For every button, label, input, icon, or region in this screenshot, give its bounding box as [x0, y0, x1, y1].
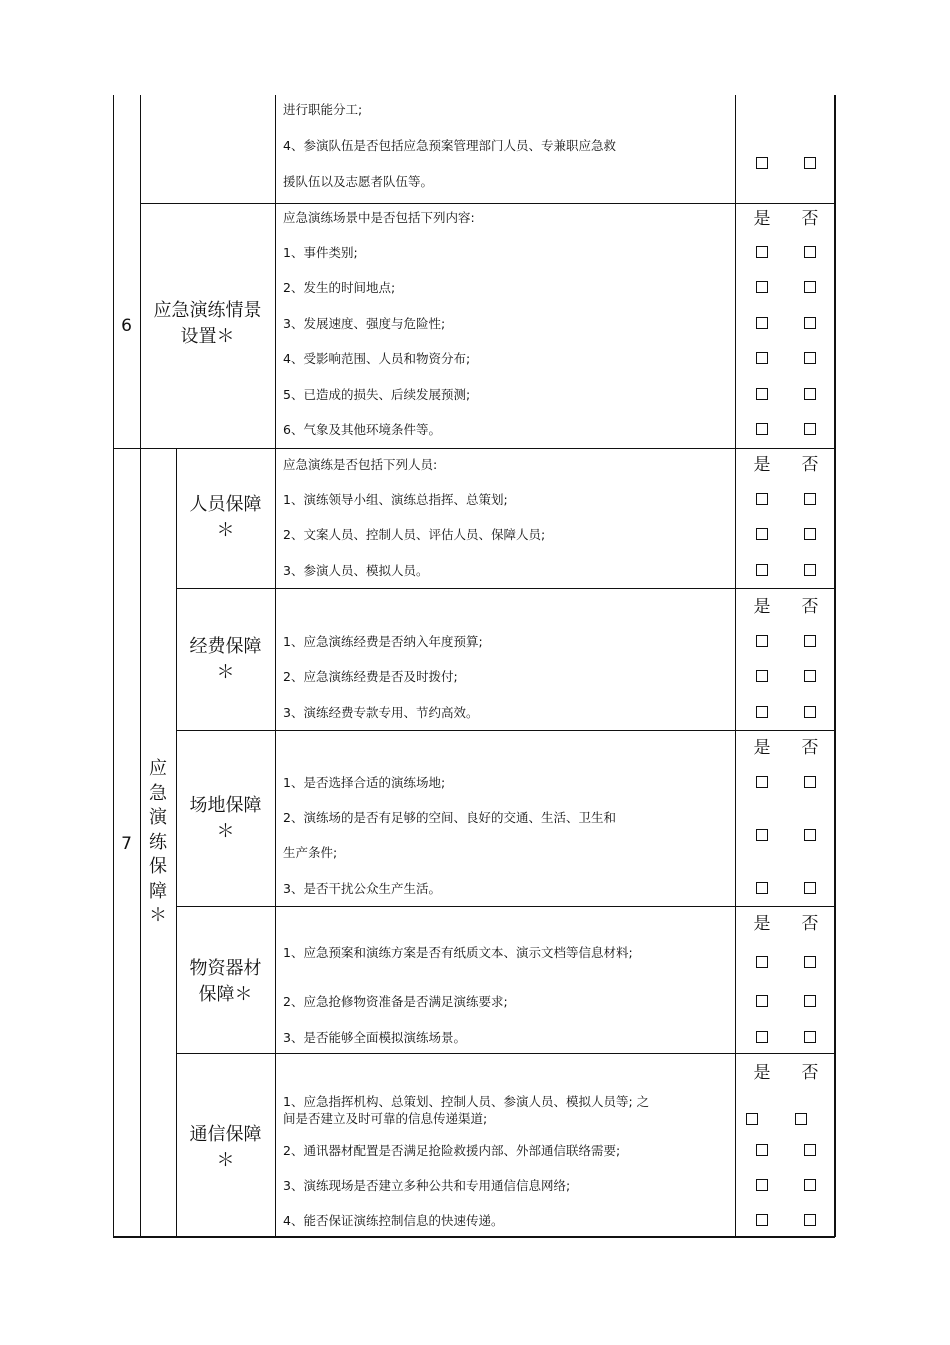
- row-divider: [176, 906, 835, 907]
- list-item: 1、事件类别;: [283, 245, 358, 260]
- yes-checkbox[interactable]: [756, 635, 768, 647]
- list-item: 3、发展速度、强度与危险性;: [283, 316, 446, 331]
- list-item: 2、文案人员、控制人员、评估人员、保障人员;: [283, 527, 546, 542]
- category-label: [140, 298, 275, 350]
- yes-checkbox[interactable]: [756, 246, 768, 258]
- no-checkbox[interactable]: [804, 246, 816, 258]
- list-item: 1、演练领导小组、演练总指挥、总策划;: [283, 492, 508, 507]
- category-label-line: ＊: [216, 1150, 235, 1171]
- list-item: 1、应急指挥机构、总策划、控制人员、参演人员、模拟人员等; 之间是否建立及时可靠的信息传递渠道;: [283, 1094, 650, 1126]
- yes-checkbox[interactable]: [756, 1214, 768, 1226]
- list-item: 1、是否选择合适的演练场地;: [283, 775, 446, 790]
- no-checkbox[interactable]: [804, 1179, 816, 1191]
- no-checkbox[interactable]: [804, 157, 816, 169]
- main-category-char: 演: [149, 807, 167, 828]
- no-checkbox[interactable]: [804, 882, 816, 894]
- yes-checkbox[interactable]: [756, 423, 768, 435]
- category-label-line: 人员保障: [189, 494, 262, 515]
- list-item: 2、发生的时间地点;: [283, 280, 396, 295]
- list-item: 3、参演人员、模拟人员。: [283, 563, 429, 578]
- no-header: 否: [801, 738, 819, 758]
- yes-checkbox[interactable]: [756, 776, 768, 788]
- list-item: 2、演练场的是否有足够的空间、良好的交通、生活、卫生和: [283, 810, 616, 825]
- no-checkbox[interactable]: [804, 281, 816, 293]
- main-category-char: 急: [149, 782, 167, 804]
- table-right-border: [834, 95, 836, 1237]
- no-checkbox[interactable]: [804, 317, 816, 329]
- no-checkbox[interactable]: [804, 956, 816, 968]
- funding-category-label: [176, 634, 275, 686]
- list-item: 5、已造成的损失、后续发展预测;: [283, 387, 471, 402]
- yes-header: 是: [753, 914, 771, 934]
- no-checkbox[interactable]: [804, 352, 816, 364]
- list-item: 2、通讯器材配置是否满足抢险救援内部、外部通信联络需要;: [283, 1143, 621, 1158]
- no-header: 否: [801, 914, 819, 934]
- yes-checkbox[interactable]: [756, 388, 768, 400]
- main-category-char: 练: [149, 831, 167, 853]
- yes-checkbox[interactable]: [756, 1031, 768, 1043]
- row-divider: [176, 588, 835, 589]
- no-checkbox[interactable]: [804, 995, 816, 1007]
- table-left-border: [113, 95, 114, 1237]
- category-label-line: ＊: [216, 821, 235, 842]
- category-label-line: 应急演练情景: [153, 300, 262, 321]
- list-item: 1、应急演练经费是否纳入年度预算;: [283, 634, 483, 649]
- main-category-char: 应: [149, 758, 167, 779]
- yes-checkbox[interactable]: [756, 1144, 768, 1156]
- venue-category-label: [176, 793, 275, 845]
- yes-header: 是: [753, 738, 771, 758]
- content-column-divider: [735, 95, 736, 1237]
- main-category-label: [141, 757, 175, 929]
- row-divider: [140, 203, 835, 204]
- yes-header: 是: [753, 1063, 771, 1083]
- no-checkbox[interactable]: [804, 1214, 816, 1226]
- no-checkbox[interactable]: [804, 1144, 816, 1156]
- section-divider: [113, 448, 835, 449]
- yes-checkbox[interactable]: [756, 956, 768, 968]
- list-item-continuation: 生产条件;: [283, 845, 338, 860]
- main-category-char: 保: [149, 856, 167, 877]
- category-label-line: 物资器材: [189, 958, 262, 979]
- no-checkbox[interactable]: [804, 423, 816, 435]
- yes-checkbox[interactable]: [746, 1113, 758, 1125]
- list-item: 3、是否干扰公众生产生活。: [283, 881, 441, 896]
- no-checkbox[interactable]: [804, 829, 816, 841]
- category-label-line: ＊: [216, 662, 235, 683]
- category-label-line: 保障＊: [198, 984, 253, 1005]
- no-checkbox[interactable]: [804, 493, 816, 505]
- list-item: 4、能否保证演练控制信息的快速传递。: [283, 1213, 504, 1228]
- yes-checkbox[interactable]: [756, 1179, 768, 1191]
- yes-checkbox[interactable]: [756, 281, 768, 293]
- category-label-line: 设置＊: [180, 326, 235, 347]
- yes-header: 是: [753, 455, 771, 475]
- list-item: 4、参演队伍是否包括应急预案管理部门人员、专兼职应急救: [283, 138, 616, 153]
- no-checkbox[interactable]: [804, 776, 816, 788]
- no-checkbox[interactable]: [804, 388, 816, 400]
- table-bottom-border: [113, 1236, 835, 1238]
- no-checkbox[interactable]: [795, 1113, 807, 1125]
- no-checkbox[interactable]: [804, 670, 816, 682]
- personnel-category-label: [176, 492, 275, 544]
- category-column-divider: [275, 95, 276, 1237]
- yes-checkbox[interactable]: [756, 157, 768, 169]
- yes-checkbox[interactable]: [756, 317, 768, 329]
- yes-checkbox[interactable]: [756, 882, 768, 894]
- no-header: 否: [801, 209, 819, 229]
- list-item: 3、演练经费专款专用、节约高效。: [283, 705, 479, 720]
- category-label-line: ＊: [216, 520, 235, 541]
- no-checkbox[interactable]: [804, 706, 816, 718]
- materials-category-label: [176, 956, 275, 1008]
- number-column-divider: [140, 95, 141, 1237]
- list-item: 3、是否能够全面模拟演练场景。: [283, 1030, 466, 1045]
- no-header: 否: [801, 1063, 819, 1083]
- row-divider: [176, 1053, 835, 1054]
- list-item: 1、应急预案和演练方案是否有纸质文本、演示文档等信息材料;: [283, 945, 633, 960]
- category-label-line: 通信保障: [189, 1124, 262, 1145]
- no-checkbox[interactable]: [804, 1031, 816, 1043]
- list-item: 进行职能分工;: [283, 102, 363, 117]
- no-checkbox[interactable]: [804, 564, 816, 576]
- yes-checkbox[interactable]: [756, 493, 768, 505]
- no-checkbox[interactable]: [804, 635, 816, 647]
- yes-checkbox[interactable]: [756, 564, 768, 576]
- list-item: 3、演练现场是否建立多种公共和专用通信信息网络;: [283, 1178, 571, 1193]
- list-item: 4、受影响范围、人员和物资分布;: [283, 351, 471, 366]
- category-label-line: 场地保障: [189, 795, 262, 816]
- yes-checkbox[interactable]: [756, 706, 768, 718]
- list-item: 援队伍以及志愿者队伍等。: [283, 174, 434, 189]
- list-item: 6、气象及其他环境条件等。: [283, 422, 441, 437]
- no-checkbox[interactable]: [804, 528, 816, 540]
- yes-checkbox[interactable]: [756, 528, 768, 540]
- list-item: 2、应急演练经费是否及时拨付;: [283, 669, 458, 684]
- main-category-char: ＊: [149, 905, 167, 926]
- category-label-line: 经费保障: [189, 636, 262, 657]
- row-divider: [176, 730, 835, 731]
- question-intro: 应急演练场景中是否包括下列内容:: [283, 210, 475, 225]
- yes-checkbox[interactable]: [756, 829, 768, 841]
- list-item: 2、应急抢修物资准备是否满足演练要求;: [283, 994, 508, 1009]
- main-category-char: 障: [149, 880, 167, 902]
- section-number: 7: [121, 834, 132, 854]
- yes-checkbox[interactable]: [756, 670, 768, 682]
- no-header: 否: [801, 597, 819, 617]
- question-intro: 应急演练是否包括下列人员:: [283, 457, 438, 472]
- yes-checkbox[interactable]: [756, 995, 768, 1007]
- communication-category-label: [176, 1122, 275, 1174]
- yes-checkbox[interactable]: [756, 352, 768, 364]
- yes-header: 是: [753, 597, 771, 617]
- yes-header: 是: [753, 209, 771, 229]
- no-header: 否: [801, 455, 819, 475]
- section-number: 6: [121, 316, 132, 336]
